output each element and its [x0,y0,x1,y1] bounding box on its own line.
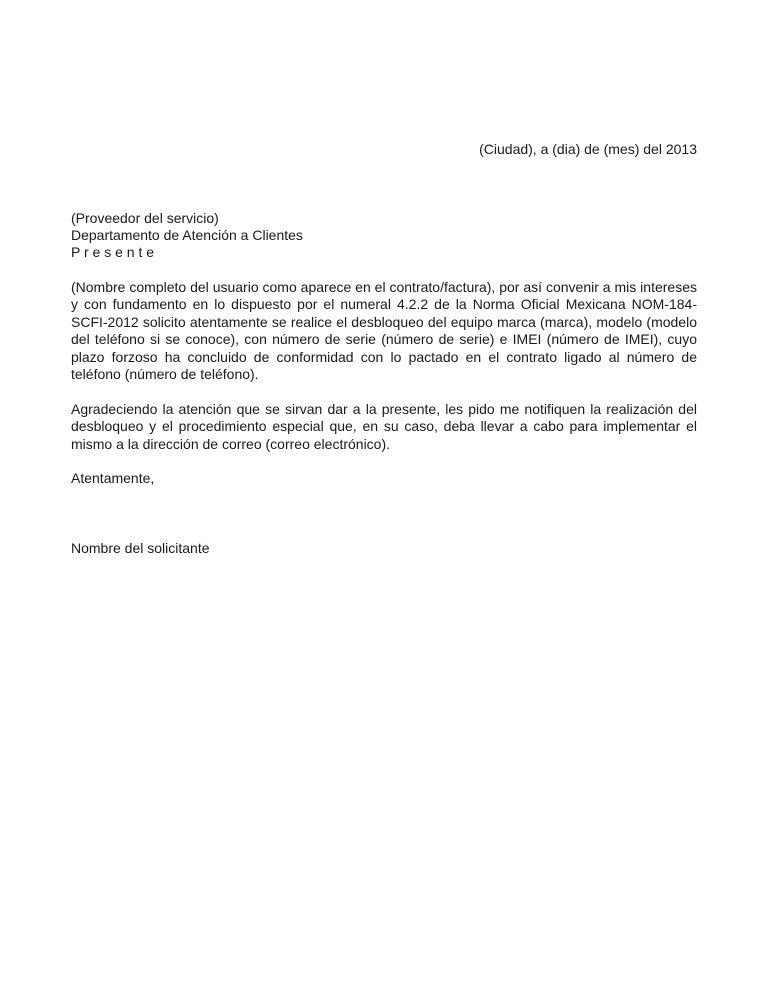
signature-name: Nombre del solicitante [71,540,210,556]
closing: Atentamente, [71,470,155,486]
date-line: (Ciudad), a (dia) de (mes) del 2013 [479,141,697,157]
request-paragraph: (Nombre completo del usuario como aparece en el contrato/factura), por así convenir a mis intereses y con fundamento en lo dispuesto por el numeral 4.2.2 de la Norma Oficial Mexicana NOM-184-SCFI-2012 solicito atentamente se realice el desbloqueo del equipo marca (marca), modelo (modelo del teléfono si se conoce), con número de serie (número de serie) e IMEI (número de IMEI), cuyo plazo forzoso ha concluido de conformidad con lo pactado en el contrato ligado al número de teléfono (número de teléfono). [71,279,697,383]
customer-service-department: Departamento de Atención a Clientes [71,227,303,243]
recipient-block [71,210,697,261]
presente-salutation: P r e s e n t e [71,244,155,260]
service-provider: (Proveedor del servicio) [71,210,219,226]
acknowledgement-paragraph: Agradeciendo la atención que se sirvan dar a la presente, les pido me notifiquen la realización del desbloqueo y el procedimiento especial que, en su caso, deba llevar a cabo para implementar el mismo a la dirección de correo (correo electrónico). [71,401,697,452]
